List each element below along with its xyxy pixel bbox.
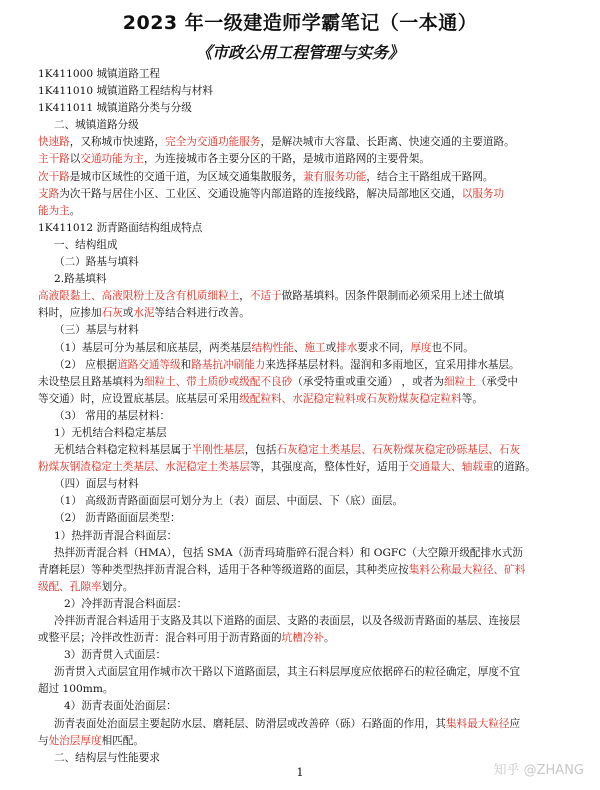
highlighted-text: 水泥 <box>133 307 155 320</box>
text-segment: （承受特重或重交通） ，或者为 <box>292 375 444 388</box>
text-segment: （三）基层与材料 <box>54 324 139 337</box>
text-segment: 沥青表面处治面层主要起防水层、磨耗层、防滑层或改善碎（砾）石路面的作用，其 <box>54 717 446 730</box>
text-segment: 。 <box>324 632 335 645</box>
watermark: 知乎 @ZHANG <box>493 763 584 778</box>
highlighted-text: 石灰 <box>101 307 123 320</box>
text-segment: 2）冷拌沥青混合料面层： <box>64 597 188 610</box>
text-segment: 沥青贯入式面层宜用作城市次干路以下道路面层，其主石料层厚度应依据碎石的粒径确定，厚度不宜 <box>54 666 521 679</box>
text-segment: （3） 常用的基层材料： <box>54 409 171 422</box>
text-segment: （2） 应根据 <box>54 358 118 371</box>
text-segment: 应 <box>509 717 521 730</box>
text-line <box>38 83 568 100</box>
text-segment: 或 <box>122 307 134 320</box>
highlighted-text: 粉煤灰钢渣稳定土类基层、水泥稳定土类基层 <box>38 461 250 474</box>
text-segment: 要求不同， <box>357 341 411 354</box>
text-segment: 一、结构组成 <box>54 238 118 251</box>
text-segment: 也不同。 <box>431 341 474 354</box>
highlighted-text: 石灰稳定土类基层、石灰粉煤灰稳定砂砾基层、石灰 <box>276 444 521 457</box>
text-segment: ，是解决城市大容量、长距离、快速交通的主要道路。 <box>260 136 515 149</box>
text-line <box>38 220 568 237</box>
text-line <box>38 698 568 715</box>
highlighted-text: 次干路 <box>38 170 70 183</box>
text-segment: 1K411011 城镇道路分类与分级 <box>38 102 192 115</box>
document-body <box>38 66 568 767</box>
text-line <box>38 66 568 83</box>
text-segment: 1）热拌沥青混合料面层： <box>54 529 178 542</box>
highlighted-text: 排水 <box>336 341 358 354</box>
text-segment: 划分。 <box>101 580 134 593</box>
text-segment: 无机结合料稳定粒料基层属于 <box>54 444 192 457</box>
text-line <box>38 681 568 698</box>
highlighted-text: 施工 <box>304 341 326 354</box>
text-segment: 冷拌沥青混合料适用于支路及其以下道路的面层、支路的表面层，以及各级沥青路面的基层、连接层 <box>54 615 521 627</box>
highlighted-text: 路基抗冲刷能力 <box>191 358 266 371</box>
text-line <box>38 733 568 750</box>
highlighted-text: 细粒土 <box>443 375 476 388</box>
text-segment: 等结合料进行改善。 <box>154 307 250 320</box>
highlighted-text: 级配粒料、水泥稳定粒料或石灰粉煤灰稳定粒料 <box>239 392 462 405</box>
text-segment: 3）沥青贯入式面层： <box>64 649 167 662</box>
text-segment: ，包括 <box>244 444 277 457</box>
text-segment: 相匹配。 <box>101 734 144 747</box>
text-line <box>38 374 568 391</box>
highlighted-text: 道路交通等级 <box>117 358 181 371</box>
text-line <box>38 613 568 630</box>
text-segment: （2） 沥青路面面层类型： <box>54 512 181 525</box>
text-line <box>38 510 568 527</box>
highlighted-text: 完全为交通功能服务 <box>165 136 261 149</box>
text-segment: ， <box>239 290 250 303</box>
text-line <box>38 750 568 767</box>
highlighted-text: 结构性能 <box>251 341 294 354</box>
text-line <box>38 716 568 733</box>
page-number: 1 <box>296 766 304 779</box>
document-title: 2023 年一级建造师学霸笔记（一本通） <box>122 12 478 34</box>
text-segment: 等交通）时，应设置底基层。底基层可采用 <box>38 392 240 405</box>
text-line <box>38 442 568 459</box>
document-subtitle: 《市政公用工程管理与实务》 <box>195 43 404 62</box>
text-segment: 的道路。 <box>493 461 536 474</box>
text-line <box>38 528 568 545</box>
text-line <box>38 357 568 374</box>
highlighted-text: 半刚性基层 <box>191 444 245 457</box>
highlighted-text: 兼有服务功能 <box>302 170 367 183</box>
text-segment: （1） 高级沥青路面面层可划分为上（表）面层、中面层、下（底）面层。 <box>54 495 404 508</box>
highlighted-text: 主干路 <box>38 153 70 166</box>
text-line <box>38 408 568 425</box>
text-line <box>38 630 568 647</box>
text-segment: ，为连接城市各主要分区的干路，是城市道路网的主要骨架。 <box>143 153 430 166</box>
highlighted-text: 厚度 <box>410 341 432 354</box>
text-line <box>38 562 568 579</box>
text-segment: ，又称城市快速路， <box>69 136 166 149</box>
text-line <box>38 579 568 596</box>
text-line <box>38 493 568 510</box>
text-segment: 是城市区域性的交通干道，为区域交通集散服务， <box>69 170 303 183</box>
text-line <box>38 459 568 476</box>
text-line <box>38 151 568 168</box>
text-segment: ，结合主干路组成干路网。 <box>366 170 494 183</box>
text-line <box>38 425 568 442</box>
text-segment: 等，其强度高，整体性好，适用于 <box>249 461 409 474</box>
text-segment: 或 <box>325 341 337 354</box>
text-segment: 4）沥青表面处治面层： <box>64 700 177 713</box>
text-line <box>38 545 568 562</box>
highlighted-text: 支路 <box>38 187 60 200</box>
highlighted-text: 高液限黏土、高液限粉土及含有机质细粒土 <box>38 290 240 303</box>
text-line <box>38 305 568 322</box>
text-segment: 、 <box>293 341 305 354</box>
text-line <box>38 664 568 681</box>
text-segment: 未设垫层且路基填料为 <box>38 375 144 388</box>
text-segment: （四）面层与材料 <box>54 478 139 491</box>
text-line <box>38 186 568 203</box>
text-line <box>38 169 568 186</box>
text-segment: 1）无机结合料稳定基层 <box>54 426 167 439</box>
highlighted-text: 级配、孔隙率 <box>38 580 102 593</box>
text-segment: 。 <box>69 204 81 217</box>
text-segment: 二、城镇道路分级 <box>54 119 139 132</box>
text-segment: 来选择基层材料。湿润和多雨地区，宜采用排水基层。 <box>265 358 520 371</box>
highlighted-text: 交通量大、轴载重 <box>408 461 494 474</box>
highlighted-text: 以服务功 <box>461 187 505 200</box>
text-line <box>38 237 568 254</box>
text-segment: 1K411010 城镇道路工程结构与材料 <box>38 85 213 98</box>
text-line <box>38 134 568 151</box>
text-segment: （二）路基与填料 <box>54 256 139 269</box>
highlighted-text: 处治层厚度 <box>48 734 102 747</box>
highlighted-text: 集料最大粒径 <box>445 717 510 730</box>
text-line <box>38 340 568 357</box>
text-line <box>38 100 568 117</box>
text-segment: 二、结构层与性能要求 <box>54 751 160 764</box>
text-segment: 等。 <box>461 392 483 405</box>
highlighted-text: 快速路 <box>38 136 70 149</box>
text-segment: 和 <box>180 358 192 371</box>
text-line <box>38 271 568 288</box>
text-line <box>38 647 568 664</box>
text-segment: 做路基填料。因条件限制而必须采用上述土做填 <box>281 290 505 303</box>
text-segment: 超过 100mm。 <box>38 683 114 696</box>
text-segment: 或整平层；冷拌改性沥青：混合料可用于沥青路面的 <box>38 632 282 645</box>
text-segment: 1K411000 城镇道路工程 <box>38 68 161 80</box>
text-segment: 为次干路与居住小区、工业区、交通设施等内部道路的连接线路，解决局部地区交通， <box>59 187 462 200</box>
text-line <box>38 288 568 305</box>
highlighted-text: 能为主 <box>38 204 70 217</box>
text-line <box>38 596 568 613</box>
highlighted-text: 交通功能为主 <box>80 153 144 166</box>
text-line <box>38 254 568 271</box>
text-line <box>38 117 568 134</box>
text-line <box>38 476 568 493</box>
highlighted-text: 细粒土、带土质砂或级配不良砂 <box>143 375 293 388</box>
text-segment: （承受中 <box>475 375 519 388</box>
text-segment: 青磨耗层）等种类型热拌沥青混合料，适用于各种等级道路的面层，其种类应按 <box>38 563 409 576</box>
text-segment: 料时，应掺加 <box>38 307 102 320</box>
text-segment: （1）基层可分为基层和底基层，两类基层 <box>54 341 252 354</box>
highlighted-text: 不适于 <box>249 290 282 303</box>
text-line <box>38 391 568 408</box>
highlighted-text: 集料公称最大粒径、矿料 <box>408 563 526 576</box>
text-segment: 1K411012 沥青路面结构组成特点 <box>38 221 203 234</box>
text-line <box>38 322 568 339</box>
text-segment: 以 <box>69 153 81 166</box>
text-segment: 与 <box>38 734 49 747</box>
text-segment: 热拌沥青混合料（HMA），包括 SMA（沥青玛琦脂碎石混合料）和 OGFC（大空隙开级配排水式沥 <box>54 546 523 559</box>
text-segment: 2.路基填料 <box>54 273 107 286</box>
text-line <box>38 203 568 220</box>
highlighted-text: 坑槽冷补 <box>281 632 325 645</box>
